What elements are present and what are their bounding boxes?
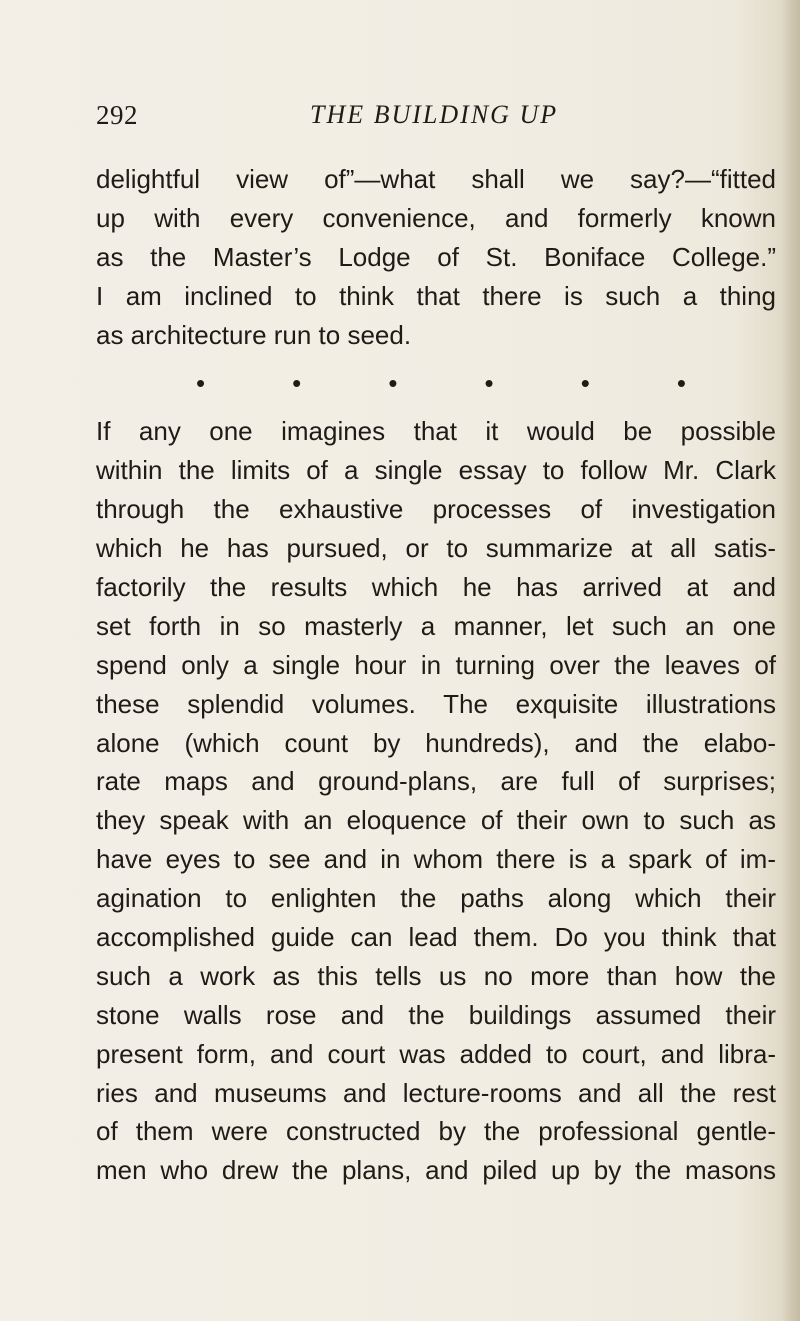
- text-line: these splendid volumes. The exquisite illustrations: [96, 688, 776, 719]
- text-line: within the limits of a single essay to follow Mr. Clark: [96, 455, 776, 486]
- section-break-dot: •: [292, 368, 302, 399]
- section-break-dot: •: [196, 368, 206, 399]
- text-line: as architecture run to seed.: [96, 319, 412, 350]
- text-line: men who drew the plans, and piled up by the masons: [96, 1155, 776, 1186]
- text-line: have eyes to see and in whom there is a spark of im-: [96, 844, 776, 875]
- text-line: If any one imagines that it would be possible: [96, 416, 776, 447]
- text-line: spend only a single hour in turning over the leaves of: [96, 649, 776, 680]
- text-line: up with every convenience, and formerly known: [96, 202, 776, 233]
- text-line: through the exhaustive processes of investigation: [96, 494, 776, 525]
- text-line: present form, and court was added to court, and libra-: [96, 1038, 776, 1069]
- text-line: rate maps and ground-plans, are full of surprises;: [96, 766, 776, 797]
- text-line: as the Master’s Lodge of St. Boniface College.”: [96, 241, 776, 272]
- body-text: [96, 160, 776, 1190]
- text-line: agination to enlighten the paths along which their: [96, 883, 776, 914]
- text-line: set forth in so masterly a manner, let such an one: [96, 610, 776, 641]
- text-line: ries and museums and lecture-rooms and all the rest: [96, 1077, 776, 1108]
- text-line: stone walls rose and the buildings assumed their: [96, 999, 776, 1030]
- page-number: 292: [96, 100, 138, 130]
- text-line: factorily the results which he has arrived at and: [96, 572, 776, 603]
- text-line: which he has pursued, or to summarize at all satis-: [96, 533, 776, 564]
- section-break-dot: •: [676, 368, 686, 399]
- section-break-dot: •: [484, 368, 494, 399]
- text-line: accomplished guide can lead them. Do you think that: [96, 922, 776, 953]
- text-line: delightful view of”—what shall we say?—“fitted: [96, 164, 776, 194]
- text-line: they speak with an eloquence of their own to such as: [96, 805, 776, 836]
- section-break-dot: •: [388, 368, 398, 399]
- page-edge-shadow: [782, 0, 800, 1321]
- section-break-dot: •: [580, 368, 590, 399]
- text-line: of them were constructed by the professional gentle-: [96, 1116, 776, 1147]
- section-break: [196, 354, 686, 412]
- text-line: I am inclined to think that there is such a thing: [96, 280, 776, 311]
- text-line: such a work as this tells us no more than how the: [96, 960, 776, 991]
- running-head: THE BUILDING UP: [310, 100, 559, 129]
- text-line: alone (which count by hundreds), and the elabo-: [96, 727, 776, 758]
